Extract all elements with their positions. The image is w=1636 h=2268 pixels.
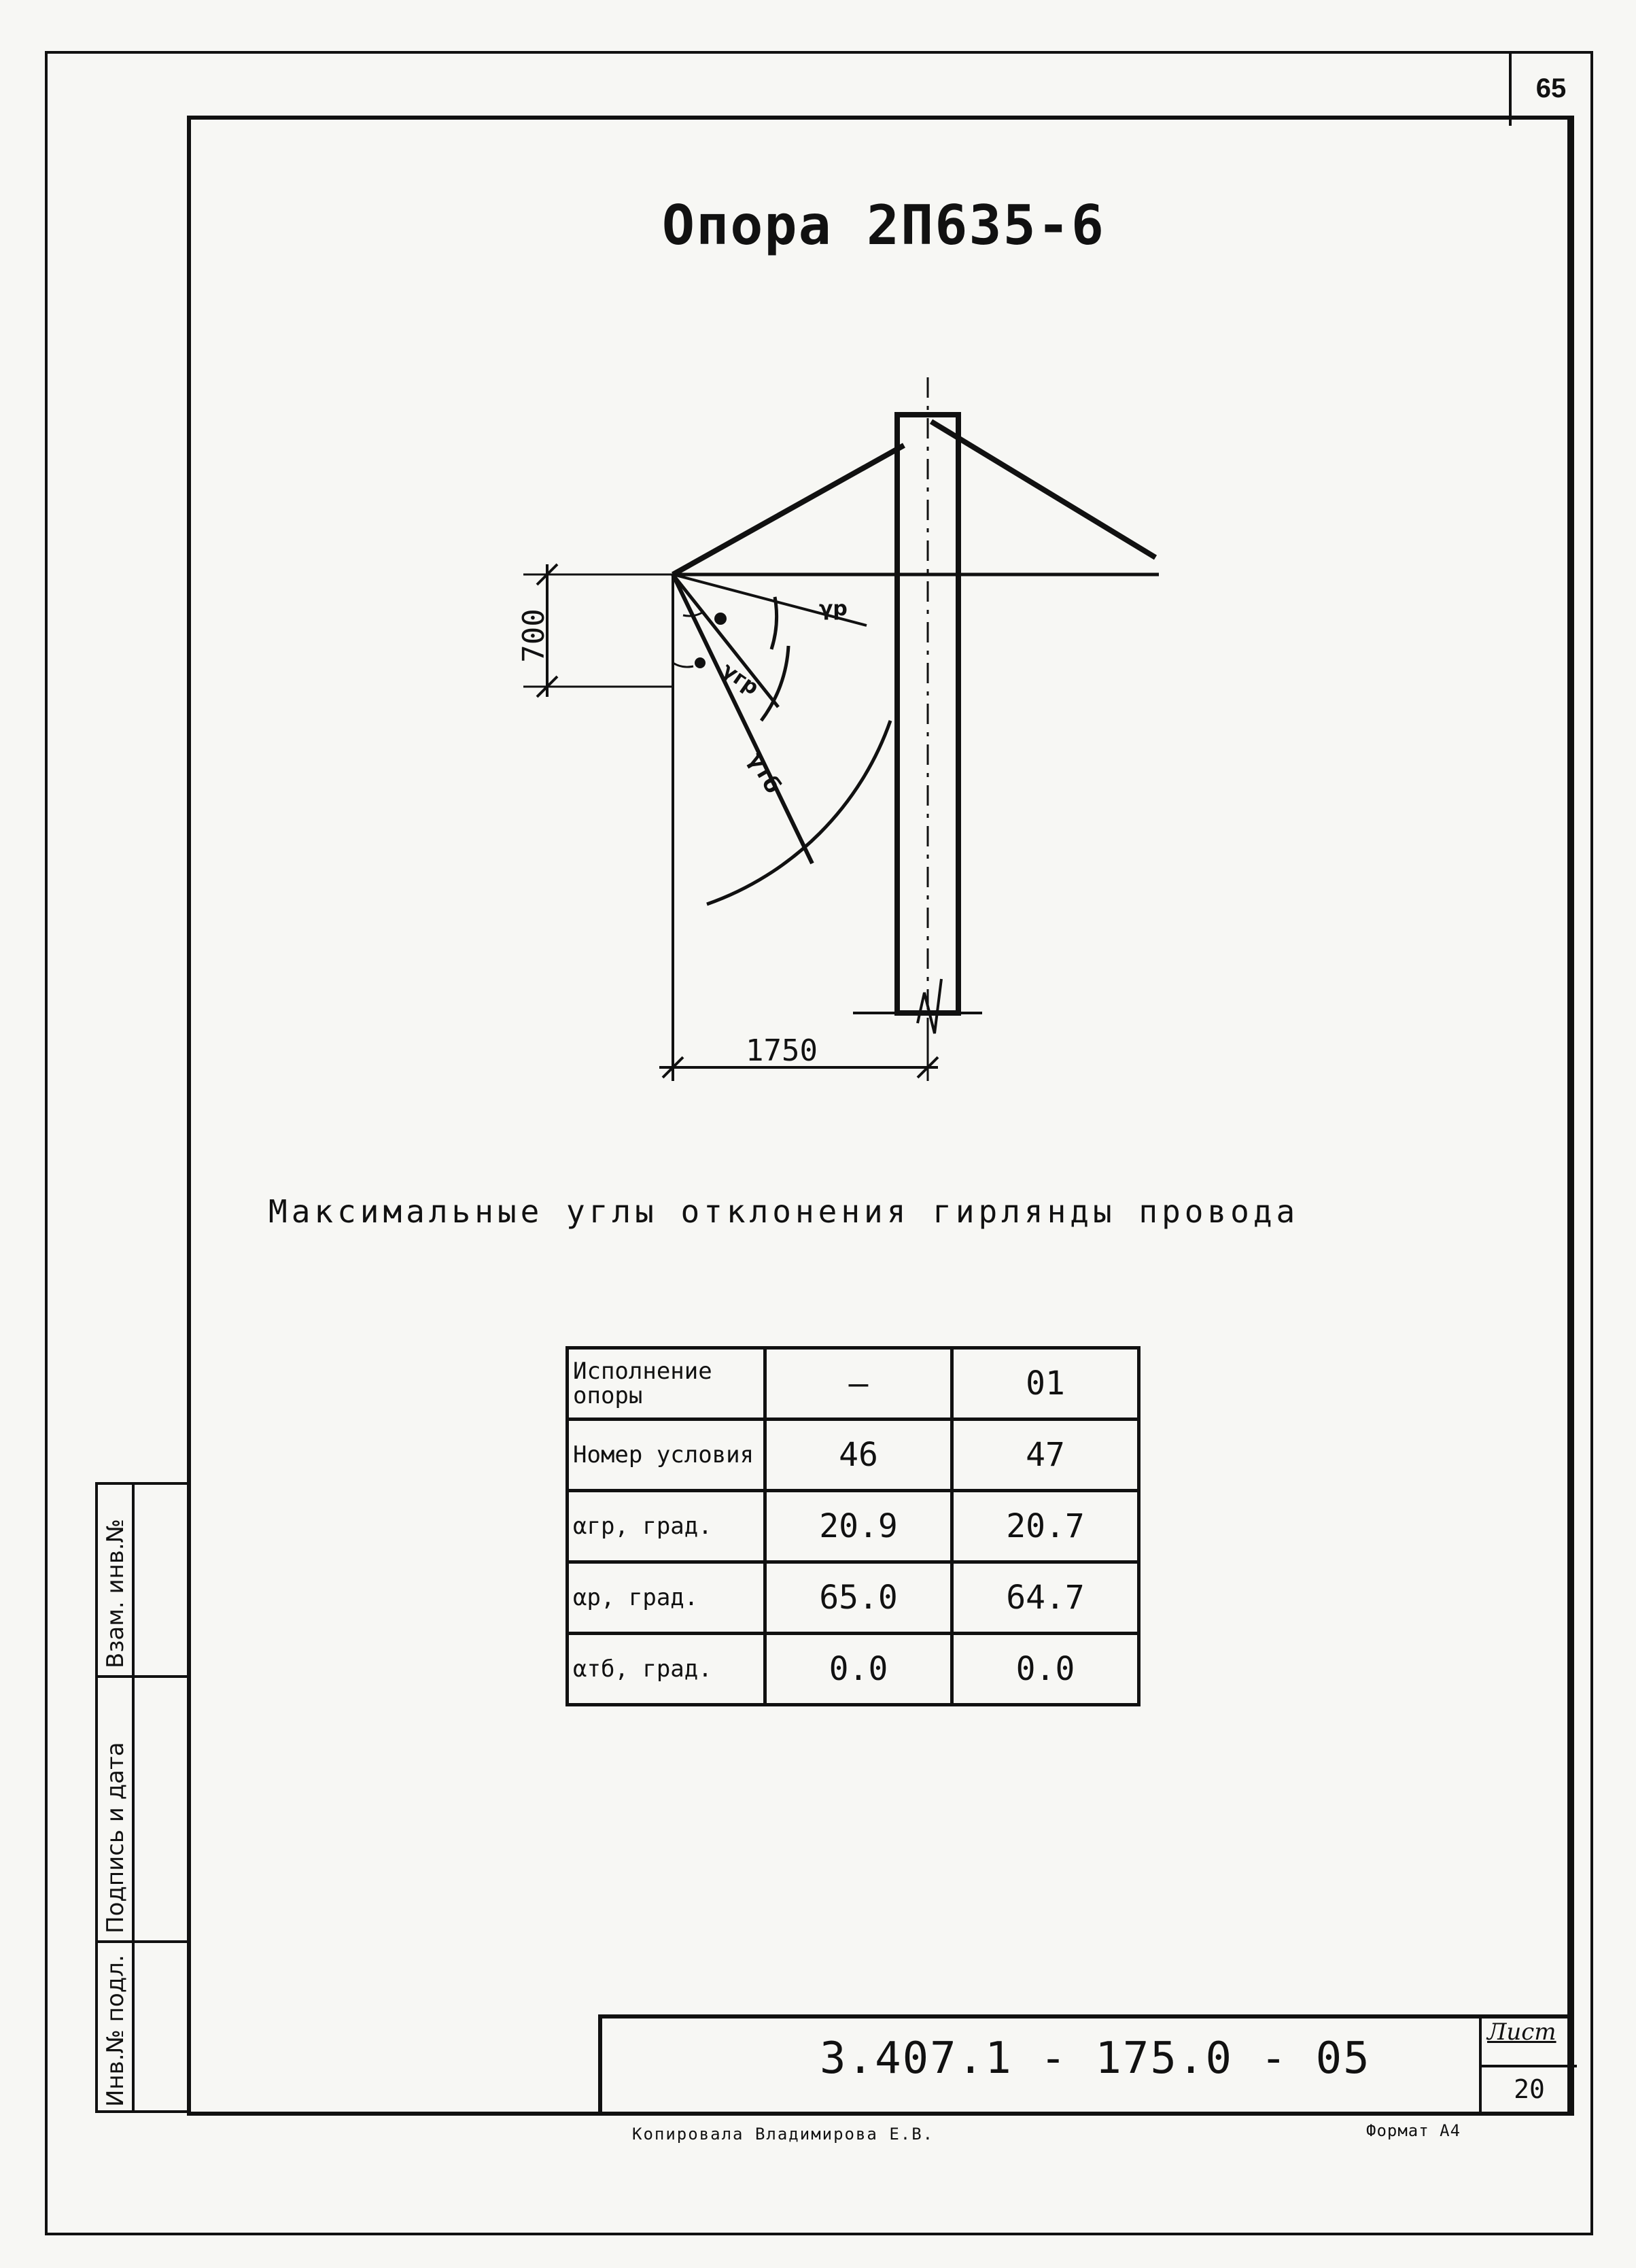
table-cell: 0.0 <box>765 1634 952 1705</box>
insulator-dot-1 <box>714 613 727 625</box>
left-brace <box>673 445 904 574</box>
table-row-label: αр, град. <box>568 1562 765 1634</box>
arc-gr <box>771 597 777 649</box>
sheet-label: Лист <box>1487 2018 1556 2046</box>
label-tb: γтб <box>743 748 787 798</box>
table-cell: 20.9 <box>765 1491 952 1562</box>
side-label-inventory: Инв.№ подл. <box>102 1955 129 2107</box>
side-strip-divider <box>132 1485 135 2110</box>
table-cell: 0.0 <box>952 1634 1139 1705</box>
table-caption: Максимальные углы отклонения гирлянды провода <box>268 1193 1300 1230</box>
drawing-title: Опора 2П635-6 <box>661 194 1106 257</box>
arc-gp <box>761 646 788 721</box>
table-row-label: αтб, град. <box>568 1634 765 1705</box>
insulator-dot-2 <box>695 657 706 668</box>
paper-format: Формат А4 <box>1366 2121 1461 2140</box>
table-cell: 20.7 <box>952 1491 1139 1562</box>
sheet-number: 20 <box>1482 2065 1577 2114</box>
side-stamp-strip <box>95 1482 190 2113</box>
table-cell: 47 <box>952 1420 1139 1491</box>
label-gp: γгр <box>717 657 763 700</box>
copied-by: Копировала Владимирова Е.В. <box>632 2125 935 2144</box>
table-cell: 65.0 <box>765 1562 952 1634</box>
string-tb <box>673 574 812 863</box>
angle-arc-2 <box>673 663 693 667</box>
arc-tb <box>707 721 890 904</box>
table-row <box>568 1634 1139 1705</box>
table-row-label: Номер условия <box>568 1420 765 1491</box>
side-strip-row-divider <box>98 1675 190 1678</box>
deflection-angles-table <box>565 1346 1141 1706</box>
right-brace <box>931 422 1155 557</box>
label-gr: γр <box>819 597 848 621</box>
table-row-label: αгр, град. <box>568 1491 765 1562</box>
title-block <box>598 2014 1574 2112</box>
table-row <box>568 1491 1139 1562</box>
dim-1750-label: 1750 <box>746 1033 818 1068</box>
table-cell: 46 <box>765 1420 952 1491</box>
page-number: 65 <box>1509 51 1590 126</box>
table-header-value: 01 <box>952 1348 1139 1420</box>
table-row <box>568 1562 1139 1634</box>
side-label-signature: Подпись и дата <box>102 1742 129 1934</box>
table-row <box>568 1420 1139 1491</box>
sheet-cell <box>1479 2018 1577 2112</box>
table-row <box>568 1348 1139 1420</box>
table-header-label: Исполнение опоры <box>568 1348 765 1420</box>
pole-break-zigzag <box>918 979 941 1033</box>
table-cell: 64.7 <box>952 1562 1139 1634</box>
dim-700-label: 700 <box>517 608 551 663</box>
side-strip-row-divider <box>98 1940 190 1943</box>
side-label-replacement: Взам. инв.№ <box>102 1518 129 1668</box>
document-code: 3.407.1 - 175.0 - 05 <box>820 2033 1371 2084</box>
table-header-value: — <box>765 1348 952 1420</box>
